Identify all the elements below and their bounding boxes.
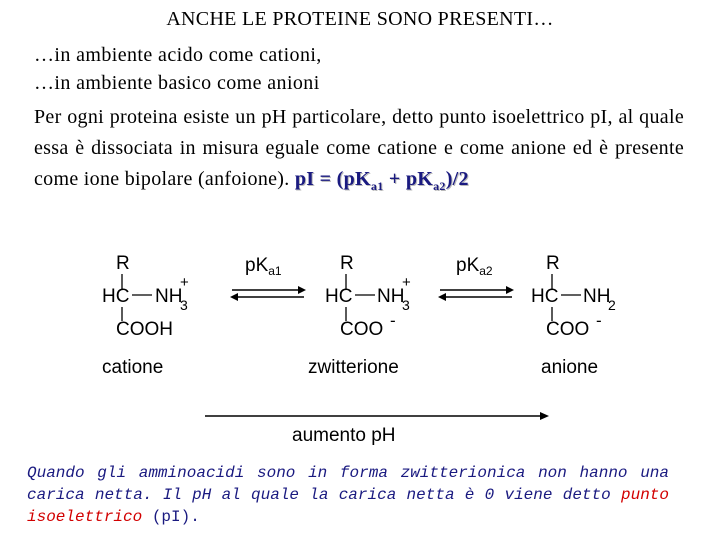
ph-increase-arrow — [205, 412, 549, 446]
pka1-label: $pK_{a1}$ — [245, 255, 282, 278]
r-group-label: R — [116, 253, 130, 274]
negative-charge: - — [596, 311, 602, 330]
carboxylate-label: COO — [546, 319, 590, 340]
anion-label: anione — [541, 357, 599, 378]
zwitterion-label: zwitterione — [308, 357, 399, 378]
positive-charge: + — [402, 274, 411, 291]
note-text: Quando gli amminoacidi sono in forma zwitterionica non hanno una carica netta. Il pH al quale la carica netta è 0 viene detto — [27, 464, 669, 504]
negative-charge: - — [390, 311, 396, 330]
acid-base-equilibrium-diagram — [0, 240, 720, 455]
bottom-note — [27, 462, 669, 528]
anion-structure — [531, 253, 616, 378]
r-group-label: R — [340, 253, 354, 274]
pka2-label: $pK_{a2}$ — [456, 255, 493, 278]
alpha-carbon-label: HC — [102, 286, 130, 307]
isoelectric-point-highlight: punto isoelettrico — [27, 486, 669, 526]
amino-subscript: 3 — [180, 297, 188, 313]
amino-subscript: 2 — [608, 297, 616, 313]
note-text-end: (pI). — [142, 508, 200, 526]
amino-group-label: NH — [583, 286, 611, 307]
paragraph-isoelectric — [34, 102, 684, 202]
alpha-carbon-label: HC — [531, 286, 559, 307]
paragraph-text: Per ogni proteina esiste un pH particolare, detto punto isoelettrico pI, al quale essa è dissociata in misura eguale come catione e come anione ed è presente come ione bipolare (anfoione). — [34, 106, 684, 190]
amino-group-label: NH — [155, 286, 183, 307]
equilibrium-arrows-1 — [230, 255, 306, 301]
pi-formula: pI = $(pK_{a1} + pK_{a2})/2$ — [294, 168, 469, 193]
alpha-carbon-label: HC — [325, 286, 353, 307]
text-line-acid: …in ambiente acido come cationi, — [34, 44, 322, 66]
amino-group-label: NH — [377, 286, 405, 307]
ph-increase-label: aumento pH — [292, 425, 396, 446]
text-line-basic: …in ambiente basico come anioni — [34, 72, 320, 94]
amino-subscript: 3 — [402, 297, 410, 313]
slide-title: ANCHE LE PROTEINE SONO PRESENTI… — [166, 8, 554, 30]
carboxyl-label: COOH — [116, 319, 173, 340]
equilibrium-arrows-2 — [438, 255, 514, 301]
r-group-label: R — [546, 253, 560, 274]
cation-structure — [102, 253, 189, 378]
carboxylate-label: COO — [340, 319, 384, 340]
positive-charge: + — [180, 274, 189, 291]
cation-label: catione — [102, 357, 164, 378]
zwitterion-structure — [308, 253, 411, 378]
